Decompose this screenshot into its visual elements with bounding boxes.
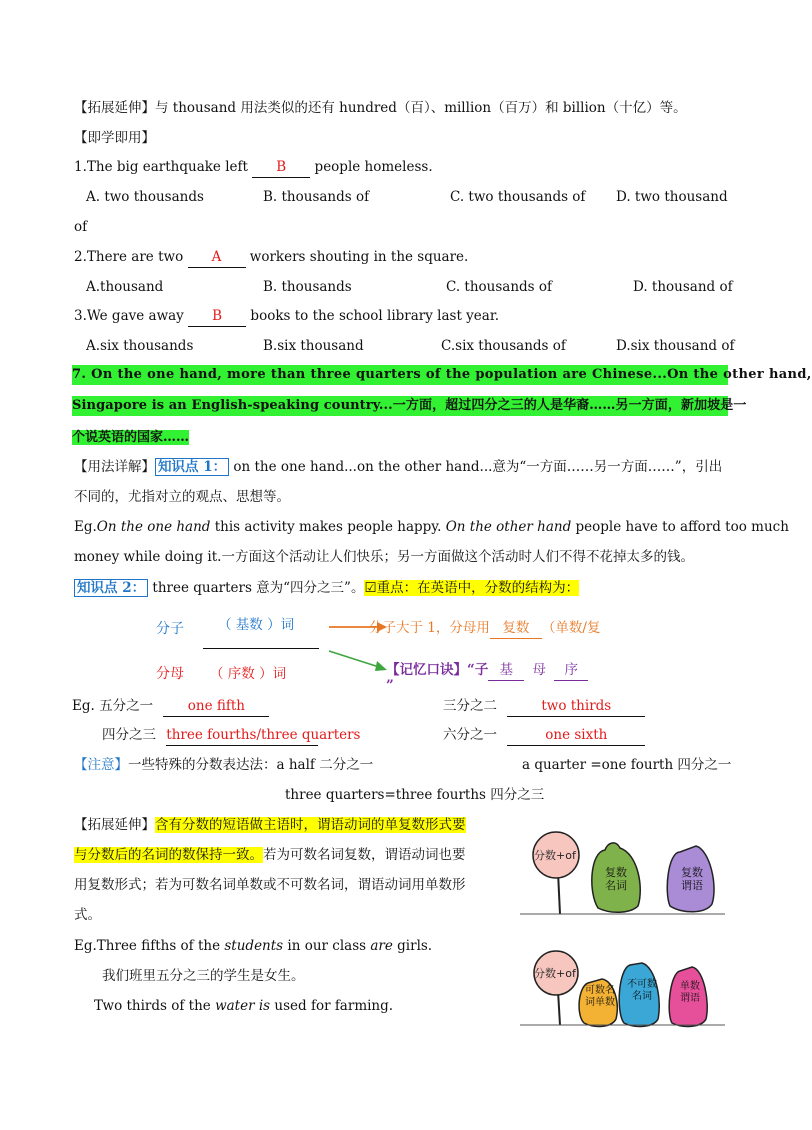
- note: 【注意】一些特殊的分数表达法：a half 二分之一: [74, 757, 374, 773]
- question-3: 3.We gave away B books to the school library last year.: [74, 306, 499, 327]
- usage-detail-cont: 不同的，尤指对立的观点、思想等。: [74, 489, 290, 505]
- plural-rule: 分子大于 1，分母用 复数 （单数/复: [369, 618, 600, 639]
- cartoon-plural: [520, 822, 725, 917]
- memory-tip-close: ”: [386, 678, 394, 694]
- bean-uncountable: 不可数名词: [627, 979, 657, 1002]
- practice-title: 【即学即用】: [74, 130, 155, 146]
- example-students-cn: 我们班里五分之三的学生是女生。: [102, 968, 305, 984]
- denominator-label: 分母: [156, 666, 184, 682]
- example-one-sixth: 六分之一 one sixth: [443, 725, 645, 746]
- cartoon-sign: 分数+of: [534, 849, 576, 862]
- answer-blank: A: [188, 247, 246, 268]
- question-1: 1.The big earthquake left B people homeless.: [74, 157, 433, 178]
- bean-countable-singular: 可数名词单数: [585, 985, 615, 1008]
- sentence-7-line1: 7. On the one hand, more than three quarters of the population are Chinese...On the other hand,: [72, 365, 728, 385]
- memory-tip: 【记忆口诀】“子 基 母 序: [386, 660, 588, 681]
- bean-plural-verb: 复数谓语: [681, 866, 703, 892]
- fraction-bar: [203, 648, 319, 649]
- knowledge-point-2: 知识点 2： three quarters 意为“四分之三”。☑重点：在英语中，分数的结构为：: [74, 578, 579, 598]
- cartoon-singular: [520, 943, 725, 1028]
- example-one-fifth: Eg. 五分之一 one fifth: [72, 696, 269, 717]
- answer-blank: B: [252, 157, 310, 178]
- example-three-quarters: 四分之三 three fourths/three quarters: [102, 725, 318, 746]
- key-point: ☑重点：在英语中，分数的结构为：: [364, 580, 580, 596]
- extend-2-line2: 与分数后的名词的数保持一致。若为可数名词复数，谓语动词也要: [74, 847, 466, 863]
- extend-2-line3: 用复数形式；若为可数名词单数或不可数名词，谓语动词用单数形: [74, 877, 466, 893]
- q1-tail: of: [74, 219, 88, 235]
- numerator-fill: （ 基数 ）词: [218, 617, 295, 633]
- bean-plural-noun: 复数名词: [605, 866, 627, 892]
- numerator-label: 分子: [156, 621, 184, 637]
- extend-2: 【拓展延伸】含有分数的短语做主语时，谓语动词的单复数形式要: [74, 817, 466, 833]
- example-students: Eg.Three fifths of the students in our class are girls.: [74, 938, 433, 954]
- usage-detail: 【用法详解】 知识点 1： on the one hand...on the other hand...意为“一方面……另一方面……”，引出: [74, 459, 723, 475]
- extend-note: 【拓展延伸】与 thousand 用法类似的还有 hundred（百）、million（百万）和 billion（十亿）等。: [74, 100, 687, 116]
- cartoon-sign: 分数+of: [534, 967, 576, 980]
- bean-singular-verb: 单数谓语: [680, 981, 700, 1004]
- answer-blank: B: [188, 306, 246, 327]
- denominator-fill: （ 序数 ）词: [210, 666, 287, 682]
- usage-example-cont: money while doing it.一方面这个活动让人们快乐；另一方面做这个活动时人们不得不花掉太多的钱。: [74, 549, 694, 565]
- note-quarter: a quarter =one fourth 四分之一: [522, 757, 732, 773]
- extend-2-line4: 式。: [74, 907, 101, 923]
- usage-example: Eg.On the one hand this activity makes people happy. On the other hand people have to afford too much: [74, 519, 789, 535]
- note-three-quarters: three quarters=three fourths 四分之三: [285, 787, 545, 803]
- example-water: Two thirds of the water is used for farming.: [94, 998, 394, 1014]
- knowledge-point-1-tag: 知识点 1：: [155, 458, 229, 476]
- knowledge-point-2-tag: 知识点 2：: [74, 579, 148, 597]
- example-two-thirds: 三分之二 two thirds: [443, 696, 645, 717]
- sentence-7-line3: 个说英语的国家……: [72, 430, 190, 445]
- note-tag: 【注意】: [74, 757, 128, 773]
- question-2: 2.There are two A workers shouting in the square.: [74, 247, 468, 268]
- sentence-7-line2: Singapore is an English-speaking country...一方面，超过四分之三的人是华裔……另一方面，新加坡是一: [72, 396, 728, 416]
